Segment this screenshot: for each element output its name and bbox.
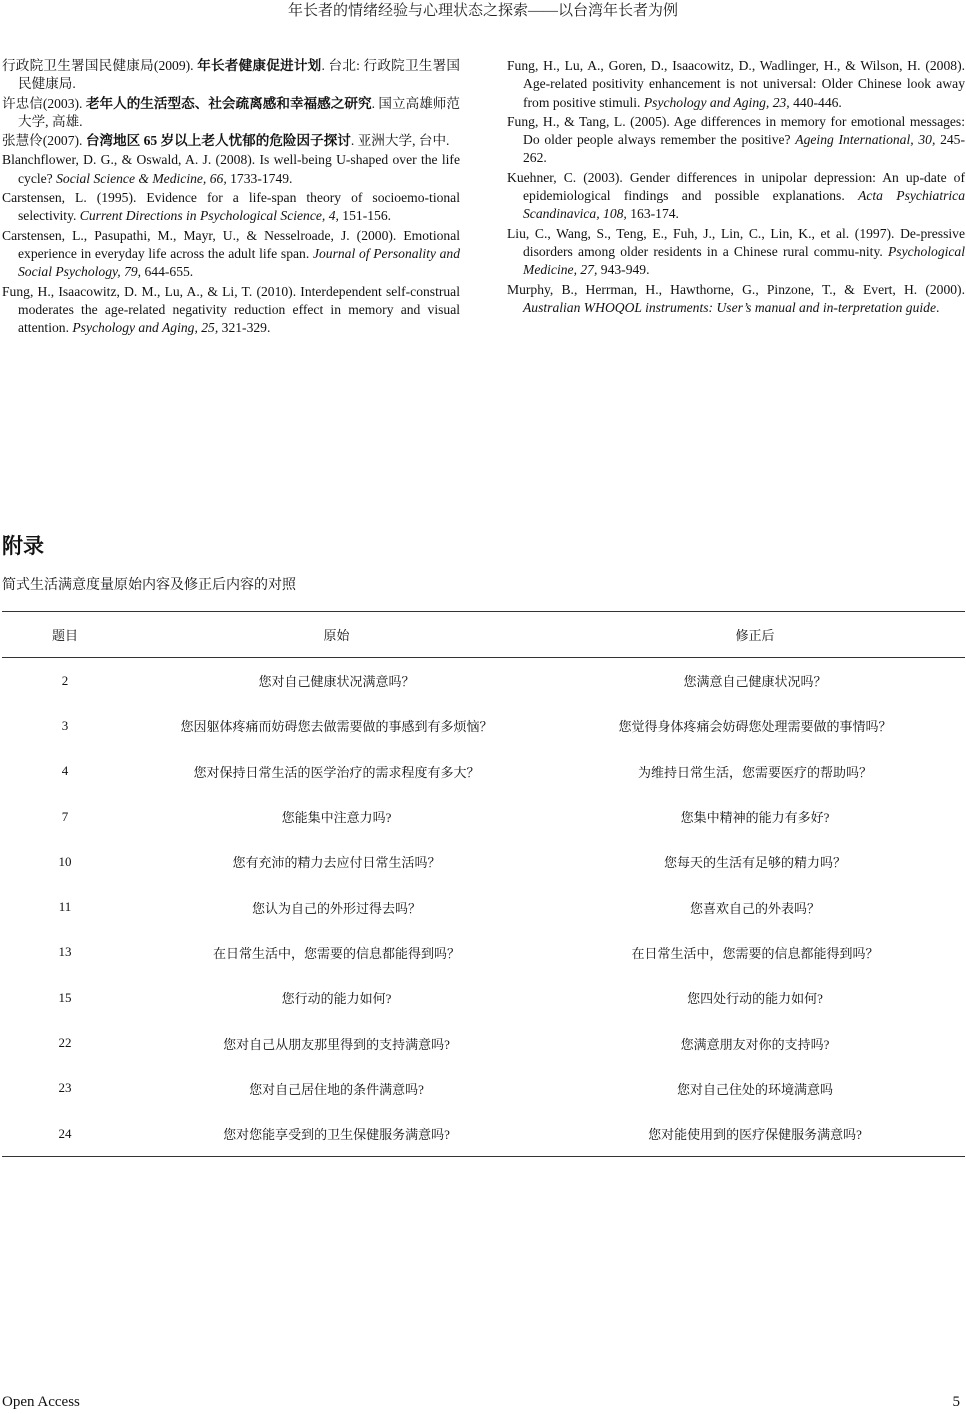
table-row — [2, 884, 965, 929]
reference-text: Carstensen, L., Pasupathi, M., Mayr, U., & Nesselroade, J. (2000). Emotional experience in everyday life across the adult life span. — [2, 227, 460, 261]
item-number: 2 — [61, 672, 69, 688]
table-row — [2, 794, 965, 839]
original-text: 您认为自己的外形过得去吗？ — [251, 900, 421, 916]
reference-text: . 台北: 行政院卫生署国民健康局. — [18, 58, 460, 92]
table-row — [2, 1111, 965, 1157]
comparison-table — [2, 611, 965, 1157]
reference-text: 321-329. — [218, 320, 271, 336]
revised-text: 为维持日常生活，您需要医疗的帮助吗？ — [637, 764, 872, 780]
page-number: 5 — [952, 1394, 960, 1410]
table-row — [2, 839, 965, 884]
item-number: 22 — [58, 1035, 72, 1051]
item-number: 4 — [61, 763, 69, 779]
reference-source: Australian WHOQOL instruments: User’s manual and in-terpretation guide — [523, 299, 936, 315]
reference-text: 644-655. — [141, 264, 194, 280]
reference-text: 943-949. — [597, 262, 650, 278]
reference-source: Psychology and Aging, 25, — [72, 320, 219, 336]
reference-text: 151-156. — [338, 208, 392, 224]
reference-text: . 亚洲大学, 台中. — [350, 133, 450, 149]
revised-text: 您满意朋友对你的支持吗? — [680, 1036, 830, 1052]
table-row — [2, 1066, 965, 1111]
header-item: 题目 — [51, 628, 78, 643]
table-row — [2, 703, 965, 748]
reference-title: 老年人的生活型态、社会疏离感和幸福感之研究 — [85, 95, 372, 111]
references-left-column — [2, 57, 460, 338]
revised-text: 您觉得身体疼痛会妨碍您处理需要做的事情吗？ — [618, 719, 892, 735]
reference-text: Carstensen, L. (1995). Evidence for a life-span theory of socioemo-tional selectivity. — [2, 190, 460, 224]
original-text: 您对您能享受到的卫生保健服务满意吗? — [223, 1127, 450, 1143]
reference-entry — [2, 95, 460, 132]
original-text: 您对保持日常生活的医学治疗的需求程度有多大？ — [193, 764, 480, 780]
table-row — [2, 1020, 965, 1065]
revised-text: 您对能使用到的医疗保健服务满意吗? — [648, 1127, 862, 1143]
reference-entry — [2, 283, 460, 338]
item-number: 13 — [58, 944, 72, 960]
original-text: 您因躯体疼痛而妨碍您去做需要做的事感到有多烦恼？ — [180, 719, 493, 735]
reference-text: 张慧伶(2007). — [2, 133, 86, 149]
original-text: 您能集中注意力吗? — [281, 810, 392, 826]
reference-source: Current Directions in Psychological Science, 4, — [79, 208, 339, 224]
reference-entry — [507, 169, 965, 224]
reference-entry — [507, 225, 965, 280]
original-text: 您对自己居住地的条件满意吗? — [249, 1081, 424, 1097]
reference-text: 440-446. — [789, 94, 842, 110]
reference-text: 许忠信(2003). — [2, 95, 86, 111]
reference-entry — [507, 113, 965, 168]
original-text: 您有充沛的精力去应付日常生活吗？ — [232, 855, 441, 871]
running-header: 年长者的情绪经验与心理状态之探索——以台湾年长者为例 — [287, 3, 678, 19]
revised-text: 在日常生活中，您需要的信息都能得到吗？ — [631, 945, 879, 961]
table-row — [2, 658, 965, 704]
reference-entry — [507, 57, 965, 112]
reference-text: Murphy, B., Herrman, H., Hawthorne, G., Pinzone, T., & Evert, H. (2000). — [507, 281, 965, 297]
reference-text: Fung, H., Isaacowitz, D. M., Lu, A., & Li, T. (2010). Interdependent self-construal moderates the age-related negativity reduction effect in memory and visual attention. — [2, 283, 460, 336]
table-header-row — [2, 612, 965, 658]
item-number: 11 — [58, 899, 72, 915]
item-number: 10 — [58, 853, 72, 869]
revised-text: 您集中精神的能力有多好? — [680, 810, 830, 826]
item-number: 3 — [61, 717, 69, 733]
reference-text: 行政院卫生署国民健康局(2009). — [2, 58, 198, 73]
reference-source: Ageing International, 30, — [795, 132, 936, 148]
reference-entry — [2, 227, 460, 282]
original-text: 您行动的能力如何? — [281, 991, 392, 1007]
reference-title: 台湾地区 65 岁以上老人忧郁的危险因子探讨 — [85, 133, 351, 149]
reference-source: Psychology and Aging, 23, — [643, 94, 790, 110]
table-row — [2, 749, 965, 794]
header-original: 原始 — [323, 628, 350, 643]
reference-text: . — [935, 299, 940, 315]
reference-entry — [2, 151, 460, 188]
item-number: 15 — [58, 989, 72, 1005]
header-revised: 修正后 — [735, 628, 775, 643]
table-row — [2, 930, 965, 975]
reference-title: 年长者健康促进计划 — [197, 58, 322, 73]
reference-source: Acta Psychiatrica Scandinavica, 108, — [523, 188, 966, 222]
revised-text: 您每天的生活有足够的精力吗？ — [663, 855, 846, 871]
footer-journal: Open Access — [2, 1394, 80, 1410]
references-right-column — [507, 57, 965, 318]
appendix-title: 附录 — [2, 534, 44, 558]
reference-source: Journal of Personality and Social Psychology, 79, — [18, 245, 461, 280]
reference-entry — [2, 57, 460, 94]
reference-text: 1733-1749. — [226, 170, 293, 186]
reference-text: Blanchflower, D. G., & Oswald, A. J. (2008). Is well-being U-shaped over the life cycle? — [2, 152, 460, 186]
reference-entry — [507, 281, 965, 318]
reference-source: Social Science & Medicine, 66, — [56, 170, 227, 186]
reference-text: . 国立高雄师范大学, 高雄. — [18, 95, 461, 129]
reference-source: Psychological Medicine, 27, — [523, 243, 965, 278]
item-number: 23 — [58, 1080, 72, 1096]
reference-text: 245-262. — [523, 132, 965, 166]
revised-text: 您喜欢自己的外表吗？ — [689, 900, 820, 916]
reference-text: Fung, H., & Tang, L. (2005). Age differences in memory for emotional messages: Do older people always remember the positive? — [507, 113, 965, 148]
reference-entry — [2, 132, 460, 150]
revised-text: 您四处行动的能力如何? — [687, 991, 823, 1007]
reference-text: 163-174. — [626, 206, 679, 222]
item-number: 24 — [58, 1125, 72, 1141]
original-text: 您对自己健康状况满意吗？ — [258, 674, 415, 690]
reference-text: Fung, H., Lu, A., Goren, D., Isaacowitz, D., Wadlinger, H., & Wilson, H. (2008). Age-related positivity enhancement is not universal: Older Chinese look away from positive stimuli. — [507, 58, 965, 110]
reference-text: Liu, C., Wang, S., Teng, E., Fuh, J., Lin, C., Lin, K., et al. (1997). De-pressive disorders among older residents in a Chinese rural commu-nity. — [507, 225, 965, 259]
appendix-subtitle: 简式生活满意度量原始内容及修正后内容的对照 — [2, 578, 296, 593]
reference-entry — [2, 189, 460, 226]
item-number: 7 — [61, 808, 69, 824]
reference-text: Kuehner, C. (2003). Gender differences in unipolar depression: An up-date of epidemiological findings and possible explanations. — [507, 169, 965, 204]
revised-text: 您对自己住处的环境满意吗 — [676, 1081, 833, 1097]
table-row — [2, 975, 965, 1020]
original-text: 在日常生活中，您需要的信息都能得到吗？ — [212, 945, 460, 961]
original-text: 您对自己从朋友那里得到的支持满意吗? — [223, 1036, 450, 1052]
revised-text: 您满意自己健康状况吗？ — [683, 674, 827, 690]
